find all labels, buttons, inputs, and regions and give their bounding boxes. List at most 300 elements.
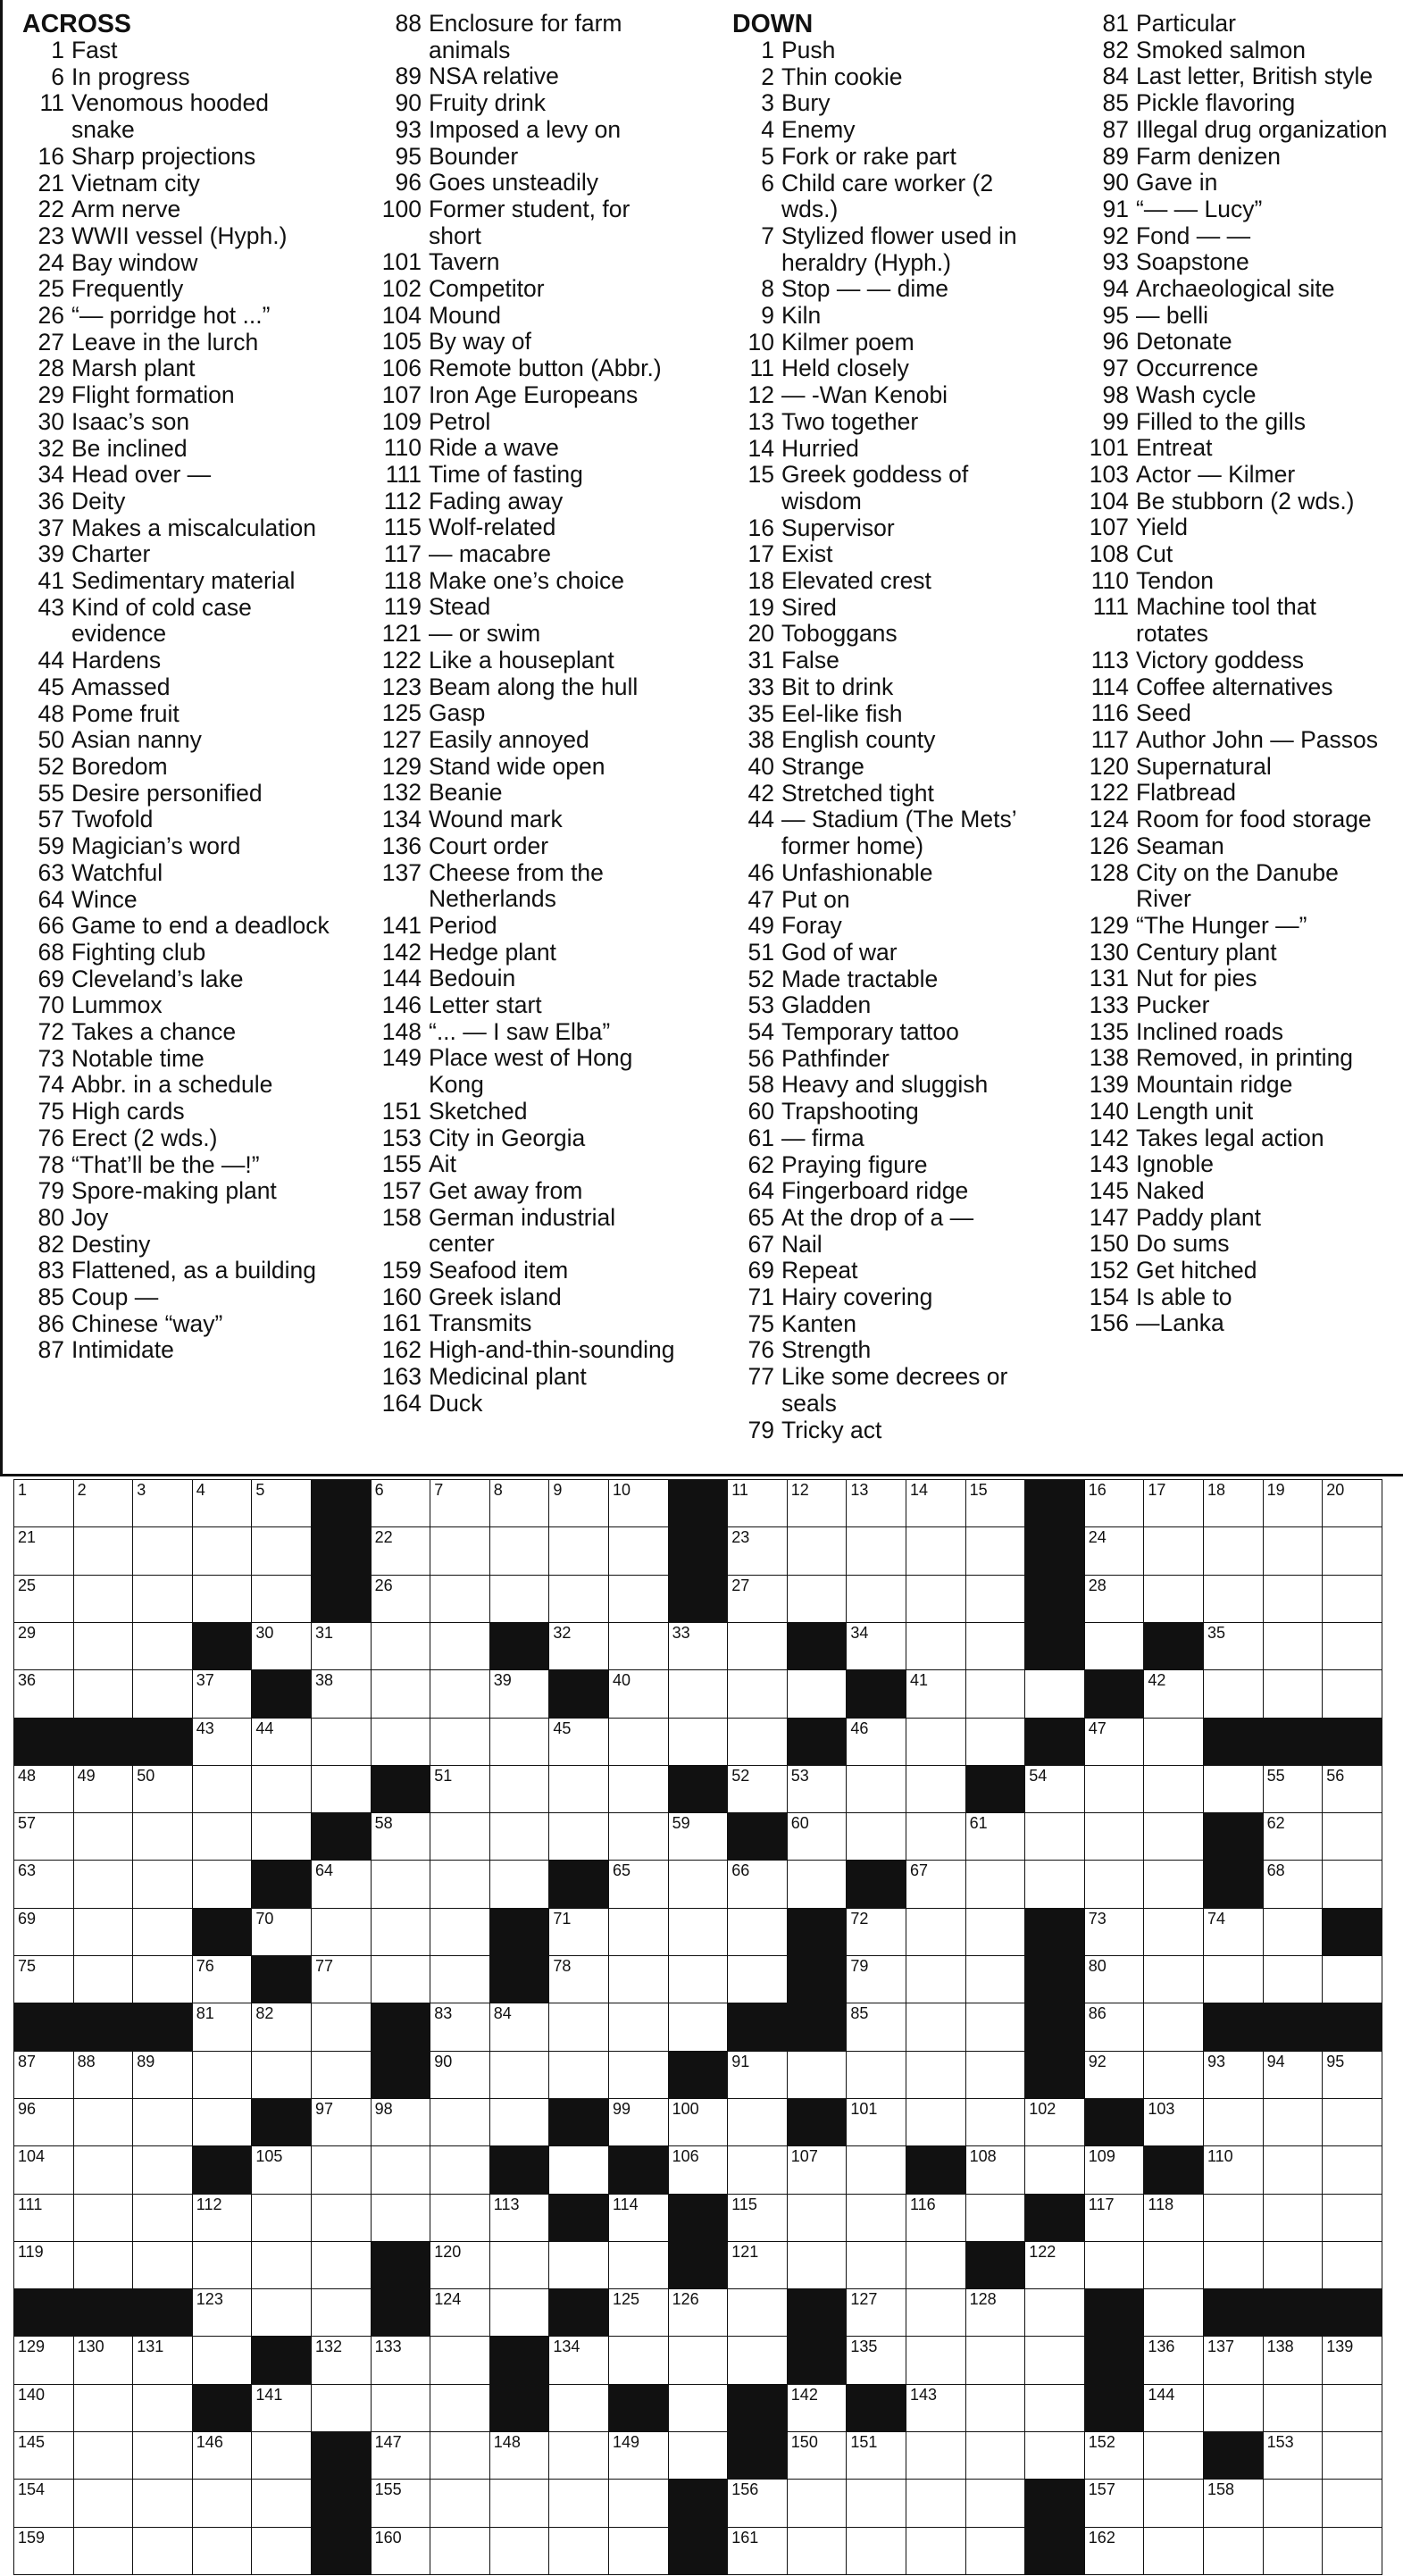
grid-cell[interactable]: [548, 1575, 609, 1624]
grid-cell[interactable]: [192, 1860, 253, 1909]
grid-cell[interactable]: [668, 1718, 729, 1767]
grid-cell[interactable]: [192, 2098, 253, 2147]
grid-cell[interactable]: [727, 1575, 788, 1624]
grid-cell[interactable]: [132, 1526, 193, 1576]
grid-cell[interactable]: [727, 2336, 788, 2385]
grid-cell[interactable]: [787, 1669, 848, 1719]
grid-cell[interactable]: [1143, 1955, 1204, 2004]
grid-cell[interactable]: [13, 2384, 74, 2433]
grid-cell[interactable]: [192, 2194, 253, 2243]
grid-cell[interactable]: [430, 2431, 490, 2480]
grid-cell[interactable]: [608, 2194, 669, 2243]
grid-cell[interactable]: [192, 2241, 253, 2290]
grid-cell[interactable]: [311, 1955, 372, 2004]
grid-cell[interactable]: [1263, 2241, 1324, 2290]
grid-cell[interactable]: [430, 1526, 490, 1576]
grid-cell[interactable]: [73, 1669, 134, 1719]
grid-cell[interactable]: [727, 1908, 788, 1957]
grid-cell[interactable]: [965, 1622, 1026, 1671]
grid-cell[interactable]: [727, 1860, 788, 1909]
grid-cell[interactable]: [727, 1622, 788, 1671]
grid-cell[interactable]: [371, 1860, 431, 1909]
grid-cell[interactable]: [668, 2336, 729, 2385]
grid-cell[interactable]: [668, 1622, 729, 1671]
grid-cell[interactable]: [846, 1718, 906, 1767]
grid-cell[interactable]: [489, 1860, 550, 1909]
grid-cell[interactable]: [1322, 2479, 1382, 2528]
grid-cell[interactable]: [251, 2384, 312, 2433]
grid-cell[interactable]: [73, 1575, 134, 1624]
grid-cell[interactable]: [1084, 2527, 1145, 2576]
grid-cell[interactable]: [965, 2527, 1026, 2576]
grid-cell[interactable]: [608, 1669, 669, 1719]
grid-cell[interactable]: [668, 2431, 729, 2480]
grid-cell[interactable]: [430, 2384, 490, 2433]
grid-cell[interactable]: [13, 1812, 74, 1861]
grid-cell[interactable]: [1024, 2384, 1085, 2433]
grid-cell[interactable]: [906, 2003, 966, 2052]
grid-cell[interactable]: [1143, 2098, 1204, 2147]
grid-cell[interactable]: [727, 2241, 788, 2290]
grid-cell[interactable]: [1263, 2384, 1324, 2433]
grid-cell[interactable]: [846, 2145, 906, 2195]
grid-cell[interactable]: [311, 1718, 372, 1767]
grid-cell[interactable]: [1143, 2288, 1204, 2338]
grid-cell[interactable]: [727, 2479, 788, 2528]
grid-cell[interactable]: [251, 2145, 312, 2195]
grid-cell[interactable]: [965, 2431, 1026, 2480]
grid-cell[interactable]: [608, 1575, 669, 1624]
grid-cell[interactable]: [73, 1908, 134, 1957]
grid-cell[interactable]: [608, 1622, 669, 1671]
grid-cell[interactable]: [371, 2145, 431, 2195]
grid-cell[interactable]: [846, 1479, 906, 1528]
grid-cell[interactable]: [73, 1622, 134, 1671]
grid-cell[interactable]: [371, 1526, 431, 1576]
grid-cell[interactable]: [1084, 1908, 1145, 1957]
grid-cell[interactable]: [489, 1526, 550, 1576]
grid-cell[interactable]: [1322, 1526, 1382, 1576]
grid-cell[interactable]: [906, 1765, 966, 1814]
grid-cell[interactable]: [132, 2194, 193, 2243]
grid-cell[interactable]: [1024, 2288, 1085, 2338]
grid-cell[interactable]: [430, 2479, 490, 2528]
grid-cell[interactable]: [846, 2336, 906, 2385]
grid-cell[interactable]: [1143, 2194, 1204, 2243]
grid-cell[interactable]: [192, 1765, 253, 1814]
grid-cell[interactable]: [73, 1812, 134, 1861]
grid-cell[interactable]: [846, 2098, 906, 2147]
grid-cell[interactable]: [430, 2288, 490, 2338]
grid-cell[interactable]: [727, 2051, 788, 2100]
grid-cell[interactable]: [132, 1575, 193, 1624]
grid-cell[interactable]: [548, 1765, 609, 1814]
grid-cell[interactable]: [13, 1479, 74, 1528]
grid-cell[interactable]: [1203, 1955, 1264, 2004]
grid-cell[interactable]: [430, 1812, 490, 1861]
grid-cell[interactable]: [1203, 2051, 1264, 2100]
grid-cell[interactable]: [1322, 1765, 1382, 1814]
grid-cell[interactable]: [1322, 2336, 1382, 2385]
grid-cell[interactable]: [73, 1479, 134, 1528]
grid-cell[interactable]: [311, 2384, 372, 2433]
grid-cell[interactable]: [489, 2051, 550, 2100]
grid-cell[interactable]: [311, 2194, 372, 2243]
grid-cell[interactable]: [132, 1955, 193, 2004]
grid-cell[interactable]: [251, 2288, 312, 2338]
grid-cell[interactable]: [251, 2527, 312, 2576]
grid-cell[interactable]: [1203, 1622, 1264, 1671]
grid-cell[interactable]: [132, 2051, 193, 2100]
grid-cell[interactable]: [489, 1479, 550, 1528]
grid-cell[interactable]: [1322, 2527, 1382, 2576]
grid-cell[interactable]: [1263, 2527, 1324, 2576]
grid-cell[interactable]: [727, 1526, 788, 1576]
grid-cell[interactable]: [548, 1622, 609, 1671]
grid-cell[interactable]: [73, 2145, 134, 2195]
grid-cell[interactable]: [13, 1860, 74, 1909]
grid-cell[interactable]: [251, 2003, 312, 2052]
grid-cell[interactable]: [906, 2384, 966, 2433]
grid-cell[interactable]: [1024, 2336, 1085, 2385]
grid-cell[interactable]: [73, 1860, 134, 1909]
grid-cell[interactable]: [548, 2336, 609, 2385]
grid-cell[interactable]: [668, 1955, 729, 2004]
grid-cell[interactable]: [489, 2194, 550, 2243]
grid-cell[interactable]: [73, 2431, 134, 2480]
grid-cell[interactable]: [965, 1575, 1026, 1624]
grid-cell[interactable]: [489, 2288, 550, 2338]
grid-cell[interactable]: [787, 2431, 848, 2480]
grid-cell[interactable]: [430, 1765, 490, 1814]
grid-cell[interactable]: [787, 1812, 848, 1861]
grid-cell[interactable]: [548, 1908, 609, 1957]
grid-cell[interactable]: [965, 1908, 1026, 1957]
grid-cell[interactable]: [371, 1908, 431, 1957]
grid-cell[interactable]: [1322, 1669, 1382, 1719]
grid-cell[interactable]: [846, 1908, 906, 1957]
grid-cell[interactable]: [668, 1669, 729, 1719]
grid-cell[interactable]: [1203, 1526, 1264, 1576]
grid-cell[interactable]: [1263, 2098, 1324, 2147]
grid-cell[interactable]: [1203, 1479, 1264, 1528]
grid-cell[interactable]: [1203, 1765, 1264, 1814]
grid-cell[interactable]: [1143, 2479, 1204, 2528]
grid-cell[interactable]: [727, 1765, 788, 1814]
grid-cell[interactable]: [132, 1812, 193, 1861]
grid-cell[interactable]: [73, 2098, 134, 2147]
grid-cell[interactable]: [1084, 1955, 1145, 2004]
grid-cell[interactable]: [608, 1908, 669, 1957]
grid-cell[interactable]: [489, 2241, 550, 2290]
grid-cell[interactable]: [906, 2336, 966, 2385]
grid-cell[interactable]: [727, 1479, 788, 1528]
grid-cell[interactable]: [132, 2098, 193, 2147]
grid-cell[interactable]: [132, 2145, 193, 2195]
grid-cell[interactable]: [608, 1479, 669, 1528]
grid-cell[interactable]: [965, 1955, 1026, 2004]
grid-cell[interactable]: [132, 1622, 193, 1671]
grid-cell[interactable]: [965, 2145, 1026, 2195]
grid-cell[interactable]: [13, 1669, 74, 1719]
grid-cell[interactable]: [1322, 2431, 1382, 2480]
grid-cell[interactable]: [846, 1765, 906, 1814]
grid-cell[interactable]: [727, 2288, 788, 2338]
grid-cell[interactable]: [132, 1765, 193, 1814]
grid-cell[interactable]: [192, 1526, 253, 1576]
grid-cell[interactable]: [1322, 1575, 1382, 1624]
grid-cell[interactable]: [1143, 1669, 1204, 1719]
grid-cell[interactable]: [965, 1860, 1026, 1909]
grid-cell[interactable]: [846, 1575, 906, 1624]
grid-cell[interactable]: [1143, 2384, 1204, 2433]
grid-cell[interactable]: [846, 2527, 906, 2576]
grid-cell[interactable]: [1263, 1765, 1324, 1814]
grid-cell[interactable]: [1322, 1812, 1382, 1861]
grid-cell[interactable]: [846, 2003, 906, 2052]
grid-cell[interactable]: [906, 1669, 966, 1719]
grid-cell[interactable]: [1024, 1669, 1085, 1719]
grid-cell[interactable]: [965, 2194, 1026, 2243]
grid-cell[interactable]: [192, 1812, 253, 1861]
grid-cell[interactable]: [1322, 1955, 1382, 2004]
grid-cell[interactable]: [489, 2527, 550, 2576]
grid-cell[interactable]: [371, 2527, 431, 2576]
grid-cell[interactable]: [371, 1955, 431, 2004]
grid-cell[interactable]: [906, 1622, 966, 1671]
grid-cell[interactable]: [251, 2241, 312, 2290]
grid-cell[interactable]: [965, 1669, 1026, 1719]
grid-cell[interactable]: [251, 1908, 312, 1957]
grid-cell[interactable]: [965, 2288, 1026, 2338]
grid-cell[interactable]: [251, 2051, 312, 2100]
grid-cell[interactable]: [430, 2194, 490, 2243]
grid-cell[interactable]: [906, 1575, 966, 1624]
grid-cell[interactable]: [965, 2336, 1026, 2385]
grid-cell[interactable]: [846, 2241, 906, 2290]
grid-cell[interactable]: [906, 1955, 966, 2004]
grid-cell[interactable]: [311, 2336, 372, 2385]
grid-cell[interactable]: [371, 2194, 431, 2243]
grid-cell[interactable]: [1143, 2241, 1204, 2290]
grid-cell[interactable]: [787, 2051, 848, 2100]
grid-cell[interactable]: [371, 1812, 431, 1861]
grid-cell[interactable]: [311, 2145, 372, 2195]
grid-cell[interactable]: [430, 2003, 490, 2052]
grid-cell[interactable]: [73, 2479, 134, 2528]
grid-cell[interactable]: [548, 2431, 609, 2480]
grid-cell[interactable]: [1203, 1669, 1264, 1719]
grid-cell[interactable]: [251, 1718, 312, 1767]
grid-cell[interactable]: [132, 1669, 193, 1719]
grid-cell[interactable]: [251, 2194, 312, 2243]
grid-cell[interactable]: [846, 1622, 906, 1671]
grid-cell[interactable]: [965, 2003, 1026, 2052]
grid-cell[interactable]: [906, 2194, 966, 2243]
grid-cell[interactable]: [548, 1526, 609, 1576]
grid-cell[interactable]: [1084, 1526, 1145, 1576]
grid-cell[interactable]: [192, 1718, 253, 1767]
grid-cell[interactable]: [548, 1812, 609, 1861]
grid-cell[interactable]: [13, 1575, 74, 1624]
grid-cell[interactable]: [1084, 1765, 1145, 1814]
grid-cell[interactable]: [1084, 1575, 1145, 1624]
grid-cell[interactable]: [430, 1908, 490, 1957]
grid-cell[interactable]: [1143, 2003, 1204, 2052]
grid-cell[interactable]: [1084, 2431, 1145, 2480]
grid-cell[interactable]: [430, 2098, 490, 2147]
grid-cell[interactable]: [1263, 1622, 1324, 1671]
grid-cell[interactable]: [430, 2336, 490, 2385]
grid-cell[interactable]: [906, 1860, 966, 1909]
grid-cell[interactable]: [608, 2098, 669, 2147]
grid-cell[interactable]: [73, 2194, 134, 2243]
grid-cell[interactable]: [608, 2431, 669, 2480]
grid-cell[interactable]: [1322, 2145, 1382, 2195]
grid-cell[interactable]: [73, 2241, 134, 2290]
grid-cell[interactable]: [311, 1622, 372, 1671]
grid-cell[interactable]: [13, 1622, 74, 1671]
grid-cell[interactable]: [787, 1765, 848, 1814]
grid-cell[interactable]: [371, 1622, 431, 1671]
grid-cell[interactable]: [73, 1526, 134, 1576]
grid-cell[interactable]: [965, 1718, 1026, 1767]
grid-cell[interactable]: [548, 2527, 609, 2576]
grid-cell[interactable]: [13, 2051, 74, 2100]
grid-cell[interactable]: [251, 1526, 312, 1576]
grid-cell[interactable]: [1263, 2431, 1324, 2480]
grid-cell[interactable]: [548, 2003, 609, 2052]
grid-cell[interactable]: [430, 2527, 490, 2576]
grid-cell[interactable]: [1084, 2003, 1145, 2052]
grid-cell[interactable]: [906, 2479, 966, 2528]
grid-cell[interactable]: [1084, 1479, 1145, 1528]
grid-cell[interactable]: [192, 1479, 253, 1528]
grid-cell[interactable]: [787, 1526, 848, 1576]
grid-cell[interactable]: [608, 1860, 669, 1909]
grid-cell[interactable]: [1143, 2431, 1204, 2480]
grid-cell[interactable]: [1203, 2098, 1264, 2147]
grid-cell[interactable]: [1203, 2241, 1264, 2290]
grid-cell[interactable]: [311, 2003, 372, 2052]
grid-cell[interactable]: [73, 2336, 134, 2385]
grid-cell[interactable]: [132, 2431, 193, 2480]
grid-cell[interactable]: [608, 2527, 669, 2576]
grid-cell[interactable]: [13, 1765, 74, 1814]
grid-cell[interactable]: [251, 1622, 312, 1671]
grid-cell[interactable]: [548, 2479, 609, 2528]
grid-cell[interactable]: [787, 2479, 848, 2528]
grid-cell[interactable]: [1263, 2194, 1324, 2243]
grid-cell[interactable]: [371, 2336, 431, 2385]
grid-cell[interactable]: [1263, 1479, 1324, 1528]
grid-cell[interactable]: [192, 2431, 253, 2480]
grid-cell[interactable]: [668, 1908, 729, 1957]
grid-cell[interactable]: [192, 2003, 253, 2052]
grid-cell[interactable]: [846, 1526, 906, 1576]
grid-cell[interactable]: [1143, 1526, 1204, 1576]
grid-cell[interactable]: [251, 2431, 312, 2480]
grid-cell[interactable]: [1143, 2051, 1204, 2100]
grid-cell[interactable]: [965, 2098, 1026, 2147]
grid-cell[interactable]: [132, 2336, 193, 2385]
grid-cell[interactable]: [906, 2098, 966, 2147]
grid-cell[interactable]: [846, 2051, 906, 2100]
grid-cell[interactable]: [132, 1908, 193, 1957]
grid-cell[interactable]: [489, 2479, 550, 2528]
grid-cell[interactable]: [548, 1718, 609, 1767]
grid-cell[interactable]: [787, 2527, 848, 2576]
grid-cell[interactable]: [371, 1718, 431, 1767]
grid-cell[interactable]: [965, 2479, 1026, 2528]
grid-cell[interactable]: [13, 2479, 74, 2528]
grid-cell[interactable]: [132, 2479, 193, 2528]
grid-cell[interactable]: [1322, 2051, 1382, 2100]
grid-cell[interactable]: [311, 1669, 372, 1719]
grid-cell[interactable]: [1263, 2145, 1324, 2195]
grid-cell[interactable]: [489, 1575, 550, 1624]
grid-cell[interactable]: [1143, 1479, 1204, 1528]
grid-cell[interactable]: [489, 2003, 550, 2052]
grid-cell[interactable]: [132, 2384, 193, 2433]
grid-cell[interactable]: [13, 2241, 74, 2290]
grid-cell[interactable]: [1203, 1575, 1264, 1624]
grid-cell[interactable]: [13, 2336, 74, 2385]
grid-cell[interactable]: [668, 2288, 729, 2338]
grid-cell[interactable]: [1203, 1908, 1264, 1957]
grid-cell[interactable]: [548, 2145, 609, 2195]
grid-cell[interactable]: [489, 1718, 550, 1767]
grid-cell[interactable]: [548, 1955, 609, 2004]
grid-cell[interactable]: [371, 2479, 431, 2528]
grid-cell[interactable]: [1084, 2194, 1145, 2243]
grid-cell[interactable]: [430, 1575, 490, 1624]
grid-cell[interactable]: [548, 1479, 609, 1528]
grid-cell[interactable]: [727, 2194, 788, 2243]
grid-cell[interactable]: [1203, 2145, 1264, 2195]
grid-cell[interactable]: [251, 2479, 312, 2528]
grid-cell[interactable]: [608, 2288, 669, 2338]
grid-cell[interactable]: [965, 1479, 1026, 1528]
grid-cell[interactable]: [548, 2051, 609, 2100]
grid-cell[interactable]: [1263, 2336, 1324, 2385]
grid-cell[interactable]: [668, 2384, 729, 2433]
grid-cell[interactable]: [846, 1812, 906, 1861]
grid-cell[interactable]: [906, 1812, 966, 1861]
grid-cell[interactable]: [132, 1860, 193, 1909]
grid-cell[interactable]: [1024, 1812, 1085, 1861]
grid-cell[interactable]: [132, 1479, 193, 1528]
grid-cell[interactable]: [668, 2003, 729, 2052]
grid-cell[interactable]: [1024, 2098, 1085, 2147]
grid-cell[interactable]: [192, 1669, 253, 1719]
grid-cell[interactable]: [846, 1955, 906, 2004]
grid-cell[interactable]: [73, 1955, 134, 2004]
grid-cell[interactable]: [787, 2145, 848, 2195]
grid-cell[interactable]: [430, 1955, 490, 2004]
grid-cell[interactable]: [1322, 1860, 1382, 1909]
grid-cell[interactable]: [727, 1955, 788, 2004]
grid-cell[interactable]: [1143, 1860, 1204, 1909]
grid-cell[interactable]: [371, 1669, 431, 1719]
grid-cell[interactable]: [192, 2288, 253, 2338]
grid-cell[interactable]: [1024, 1765, 1085, 1814]
grid-cell[interactable]: [608, 1526, 669, 1576]
grid-cell[interactable]: [430, 1860, 490, 1909]
grid-cell[interactable]: [1024, 2431, 1085, 2480]
grid-cell[interactable]: [1203, 2384, 1264, 2433]
grid-cell[interactable]: [371, 2431, 431, 2480]
